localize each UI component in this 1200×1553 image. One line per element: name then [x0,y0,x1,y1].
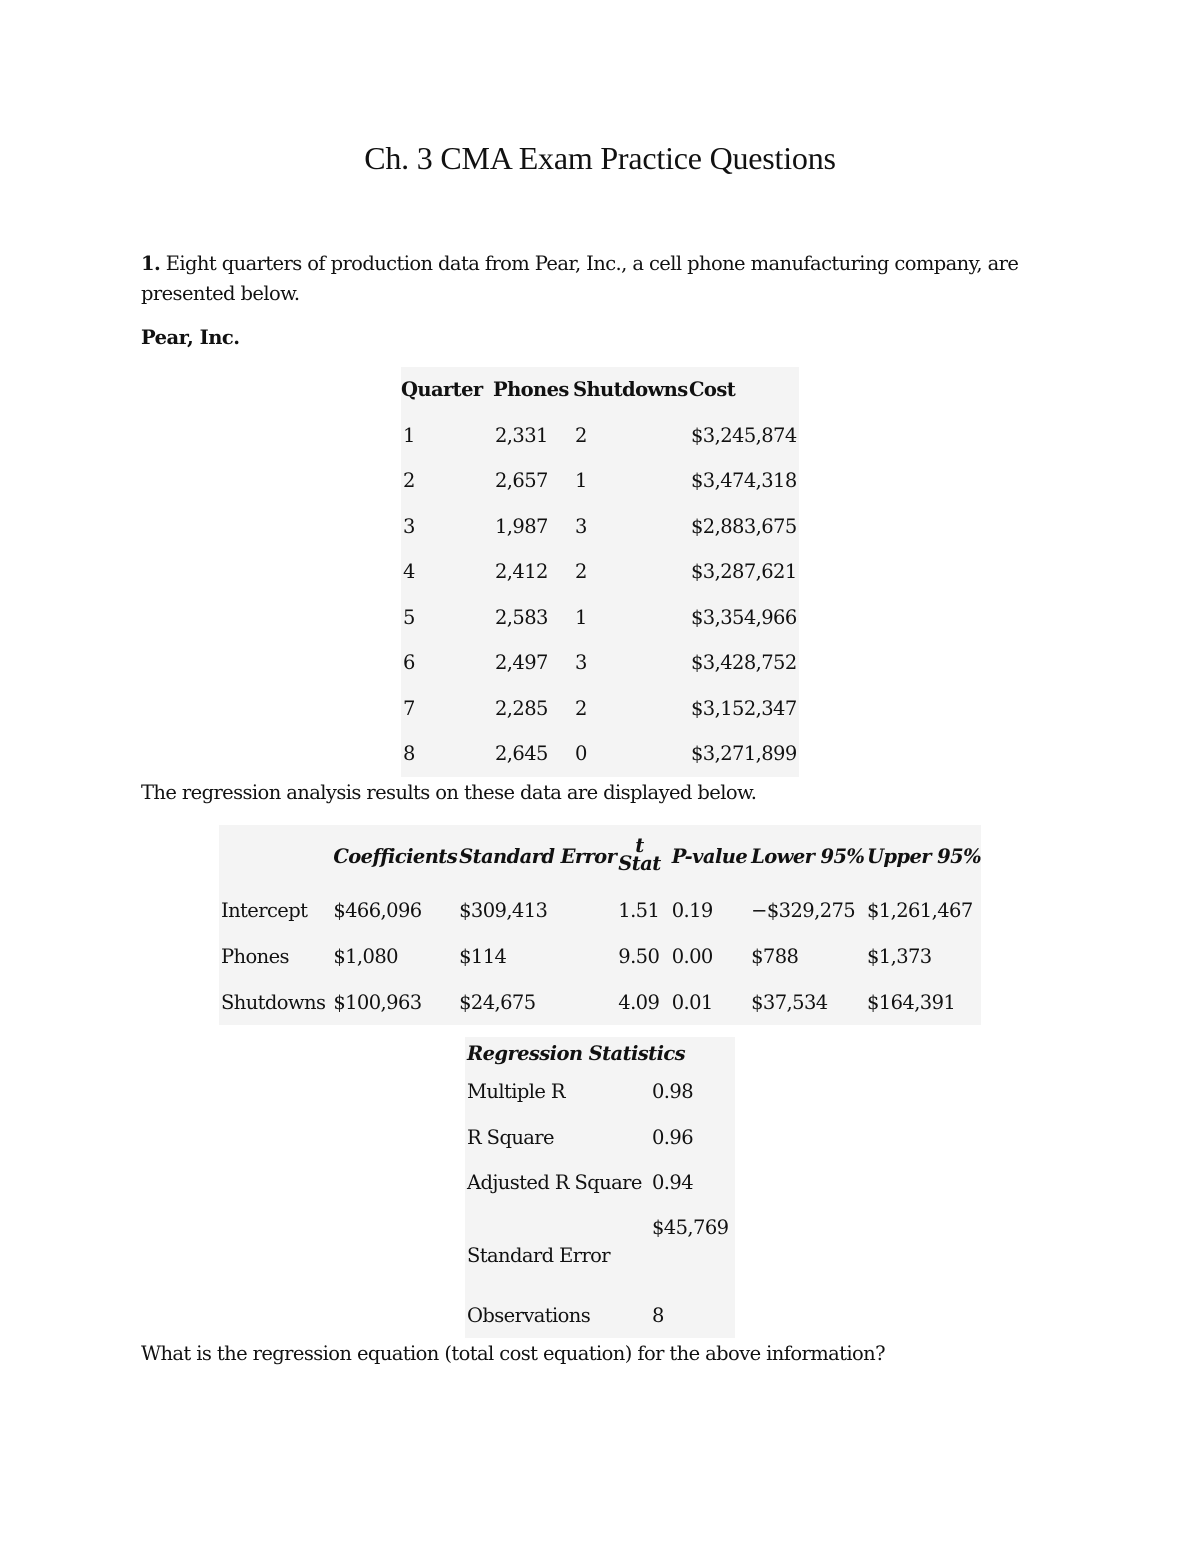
table-cell: −$329,275 [751,898,856,922]
regression-statistics-heading: Regression Statistics [467,1041,686,1065]
table-row [401,686,799,732]
row-label: Multiple R [467,1080,565,1104]
table-cell: 2 [575,696,587,720]
column-header-blank [219,825,331,887]
table-cell: 0 [575,742,587,766]
column-header-phones: Phones [493,378,569,402]
table-cell: 2,583 [495,605,548,629]
table-cell: $24,675 [459,990,536,1014]
table-cell: $466,096 [333,898,422,922]
table-cell: $3,287,621 [691,560,797,584]
question-number: 1. [141,252,161,275]
table-cell: 1 [403,423,415,447]
table-cell: $3,474,318 [691,469,797,493]
column-header-coefficients: Coefficients [333,844,458,868]
column-header-p-value: P-value [671,844,748,868]
table-cell: $100,963 [333,990,422,1014]
table-cell: $3,152,347 [691,696,797,720]
row-label: Adjusted R Square [467,1171,642,1195]
table-cell: 2,412 [495,560,548,584]
table-row [401,549,799,595]
table-row [465,1293,735,1339]
column-header-shutdowns: Shutdowns [573,378,688,402]
table-cell: 2 [575,560,587,584]
table-cell: $1,261,467 [866,898,973,922]
table-cell: 1.51 [618,898,660,922]
table-row [219,933,981,979]
table-row [219,887,981,933]
table-cell: $3,354,966 [691,605,797,629]
company-name: Pear, Inc. [141,326,240,349]
table-row [401,595,799,641]
table-cell: $2,883,675 [691,514,797,538]
column-header-standard-error: Standard Error [459,844,617,868]
table-cell: $1,080 [333,944,398,968]
table-cell: 0.01 [671,990,713,1014]
table-cell: 2,285 [495,696,548,720]
table-cell: 0.98 [652,1080,694,1104]
table-row [219,979,981,1025]
t-stat-stat: Stat [618,852,661,875]
column-header-lower-95: Lower 95% [751,844,865,868]
table-cell: 3 [575,514,587,538]
table-header-row [401,367,799,413]
table-header-row [465,1037,735,1069]
row-label: R Square [467,1125,554,1149]
row-label: Phones [221,944,289,968]
table-cell: 1 [575,605,587,629]
table-row [401,640,799,686]
table-cell: 7 [403,696,415,720]
column-header-cost: Cost [689,378,736,402]
t-stat-t: t [635,834,644,857]
question-intro [141,249,1051,309]
page-title: Ch. 3 CMA Exam Practice Questions [364,140,836,176]
column-header-upper-95: Upper 95% [866,844,981,868]
table-row [465,1069,735,1115]
table-cell: 0.94 [652,1171,694,1195]
table-cell: 5 [403,605,415,629]
table-cell: 1 [575,469,587,493]
table-cell: 3 [403,514,415,538]
table-cell: $788 [751,944,799,968]
table-cell: $45,769 [652,1215,729,1239]
table-row [401,413,799,459]
table-cell: 2,645 [495,742,548,766]
table-cell: 8 [652,1303,664,1327]
row-label: Intercept [221,898,308,922]
column-header-t-stat [616,825,669,887]
table-cell: 8 [403,742,415,766]
table-cell: 0.96 [652,1125,694,1149]
table-cell: $309,413 [459,898,548,922]
table-cell: 9.50 [618,944,660,968]
table-row [401,504,799,550]
table-cell: $3,271,899 [691,742,797,766]
t-stat-label [618,834,661,875]
table-cell: 0.19 [671,898,713,922]
table-cell: $3,245,874 [691,423,797,447]
table-cell: 0.00 [671,944,713,968]
table-row [465,1160,735,1206]
table-cell: 3 [575,651,587,675]
table-cell: $164,391 [866,990,956,1014]
table-cell: 6 [403,651,415,675]
row-label: Observations [467,1303,591,1327]
regression-statistics-table [465,1037,735,1338]
column-header-quarter: Quarter [401,378,483,402]
regression-intro: The regression analysis results on these data are displayed below. [141,781,757,804]
table-cell: 2,657 [495,469,548,493]
table-row [465,1115,735,1161]
table-row [465,1206,735,1293]
question-intro-text: Eight quarters of production data from Pear, Inc., a cell phone manufacturing company, are presented below. [141,252,1019,305]
table-cell: 4 [403,560,415,584]
table-cell: 2,497 [495,651,548,675]
table-row [401,458,799,504]
table-header-row [219,825,981,887]
row-label: Standard Error [467,1243,611,1267]
table-cell: $37,534 [751,990,828,1014]
table-cell: 1,987 [495,514,548,538]
table-cell: 4.09 [618,990,660,1014]
table-cell: 2,331 [495,423,548,447]
production-data-table [401,367,799,777]
table-cell: $3,428,752 [691,651,797,675]
table-cell: 2 [403,469,415,493]
table-cell: $1,373 [866,944,932,968]
table-row [401,731,799,777]
table-cell: $114 [459,944,507,968]
regression-coefficients-table [219,825,981,1025]
table-cell: 2 [575,423,587,447]
row-label: Shutdowns [221,990,326,1014]
question-prompt: What is the regression equation (total cost equation) for the above information? [141,1342,885,1365]
